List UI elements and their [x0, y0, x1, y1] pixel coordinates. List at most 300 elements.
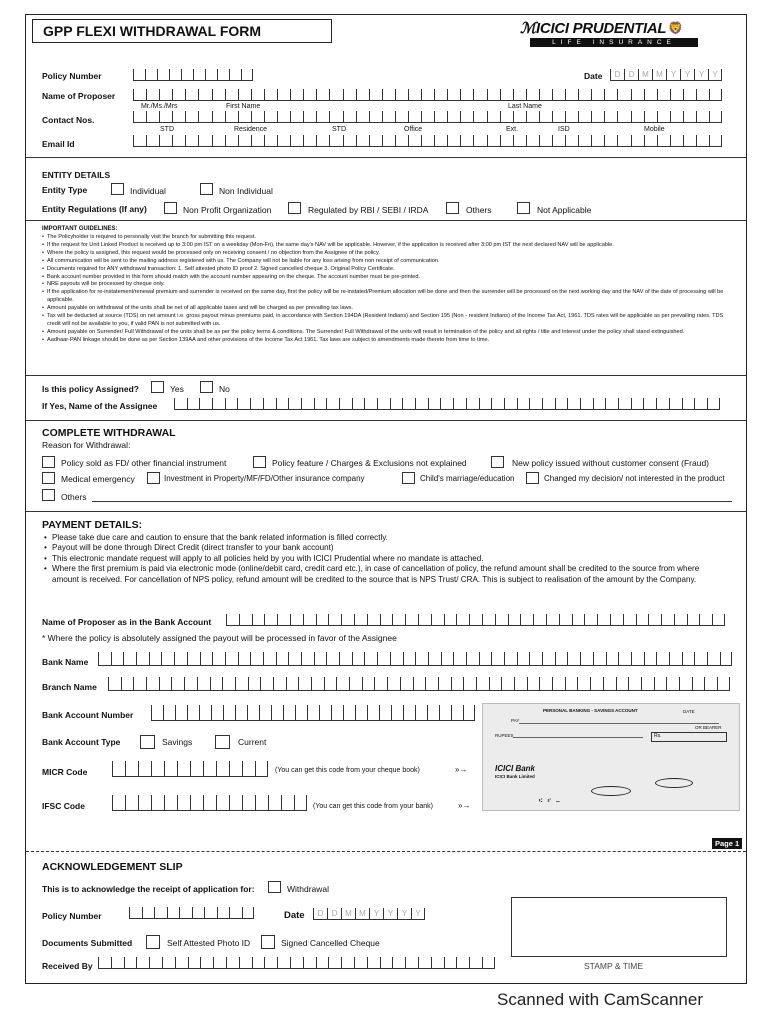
reason-changed-checkbox[interactable]	[526, 472, 539, 484]
current-checkbox[interactable]	[215, 735, 230, 749]
char-box	[466, 652, 479, 666]
guideline-item: • If the application for re-instatement/renewal premium and surrender is received on the same day, first the policy will be re-instated/Premium allocation will be done and then the surrender will be processed on the next working day and the NAV of the date of processing will be applicable.	[42, 289, 732, 305]
char-box	[539, 89, 552, 101]
char-box	[395, 135, 408, 147]
char-box	[482, 614, 495, 626]
char-box	[403, 652, 416, 666]
char-box	[354, 957, 367, 969]
form-title-box	[32, 19, 332, 43]
char-box	[661, 614, 674, 626]
char-box	[491, 398, 504, 410]
char-box	[341, 614, 354, 626]
char-box	[250, 398, 263, 410]
char-box	[352, 398, 365, 410]
char-box	[161, 652, 174, 666]
char-box	[200, 652, 213, 666]
char-box	[133, 135, 146, 147]
account-number-input[interactable]	[151, 705, 475, 721]
char-box	[591, 89, 604, 101]
char-box	[187, 398, 200, 410]
char-box	[451, 677, 464, 691]
char-box	[617, 135, 630, 147]
char-box	[529, 652, 542, 666]
char-box	[439, 705, 451, 721]
char-box	[212, 135, 225, 147]
char-box	[288, 652, 301, 666]
char-box	[175, 957, 188, 969]
char-box	[674, 614, 687, 626]
char-box	[112, 761, 125, 777]
char-box	[479, 398, 492, 410]
guideline-item: • If the request for Unit Linked Product is received up to 3:00 pm IST on a weekday (Mon-Fri), the same day's NAV will be applicable. However, if the application is received after 3:00 pm IST the next declared NAV will be applicable.	[42, 242, 732, 250]
char-box	[174, 398, 187, 410]
char-box	[98, 652, 111, 666]
ack-cheque-checkbox[interactable]	[261, 935, 275, 949]
char-box	[225, 111, 238, 123]
char-box	[555, 398, 568, 410]
char-box	[479, 652, 492, 666]
char-box	[687, 614, 700, 626]
char-box	[316, 614, 329, 626]
char-box	[473, 89, 486, 101]
char-box	[593, 652, 606, 666]
char-box	[369, 89, 382, 101]
ifsc-highlight	[655, 778, 693, 788]
char-box	[654, 677, 667, 691]
char-box	[444, 957, 457, 969]
reason-fd-label: Policy sold as FD/ other financial instrument	[61, 458, 227, 468]
char-box	[403, 705, 415, 721]
complete-withdrawal-title: COMPLETE WITHDRAWAL	[42, 427, 176, 439]
char-box	[418, 614, 431, 626]
char-box	[298, 677, 311, 691]
char-box	[213, 957, 226, 969]
char-box	[451, 705, 463, 721]
char-box	[421, 111, 434, 123]
char-box	[603, 677, 616, 691]
guidelines-title: IMPORTANT GUIDELINES:	[42, 226, 118, 232]
char-box	[460, 135, 473, 147]
reason-others-checkbox[interactable]	[42, 489, 55, 501]
char-box	[277, 135, 290, 147]
char-box	[136, 957, 149, 969]
char-box	[159, 111, 172, 123]
reason-child-checkbox[interactable]	[402, 472, 415, 484]
char-box	[364, 398, 377, 410]
micr-input[interactable]	[112, 761, 268, 777]
char-box	[198, 89, 211, 101]
char-box	[391, 705, 403, 721]
char-box	[712, 614, 725, 626]
char-box	[290, 614, 303, 626]
reason-others-line[interactable]	[92, 501, 732, 502]
char-box	[185, 135, 198, 147]
char-box	[604, 111, 617, 123]
char-box	[555, 652, 568, 666]
char-box	[382, 89, 395, 101]
char-box	[108, 677, 121, 691]
char-box	[374, 677, 387, 691]
char-box	[242, 761, 255, 777]
char-box	[237, 398, 250, 410]
sample-cheque	[482, 703, 740, 811]
char-box	[590, 677, 603, 691]
char-box	[395, 111, 408, 123]
char-box	[628, 677, 641, 691]
char-box	[172, 111, 185, 123]
char-box	[434, 89, 447, 101]
proposer-bank-name-input[interactable]	[226, 614, 725, 626]
char-box	[198, 135, 211, 147]
char-box	[199, 398, 212, 410]
char-box	[197, 677, 210, 691]
char-box	[473, 135, 486, 147]
char-box	[164, 795, 177, 811]
char-box	[431, 957, 444, 969]
char-box	[604, 89, 617, 101]
assigned-note: * Where the policy is absolutely assigned the payout will be processed in favor of the Assignee	[42, 633, 397, 643]
tear-line	[26, 851, 746, 852]
char-box	[331, 705, 343, 721]
savings-checkbox[interactable]	[140, 735, 155, 749]
reason-fraud-checkbox[interactable]	[491, 456, 504, 468]
divider	[26, 375, 746, 376]
ack-docs-label: Documents Submitted	[42, 938, 133, 948]
divider	[26, 420, 746, 421]
char-box	[526, 111, 539, 123]
char-box	[355, 705, 367, 721]
char-box	[425, 677, 438, 691]
char-box	[694, 398, 707, 410]
non-profit-checkbox[interactable]	[164, 202, 177, 214]
char-box	[111, 957, 124, 969]
char-box	[343, 111, 356, 123]
char-box	[377, 398, 390, 410]
char-box	[212, 111, 225, 123]
char-box	[380, 957, 393, 969]
char-box	[172, 135, 185, 147]
char-box	[641, 677, 654, 691]
char-box	[294, 795, 307, 811]
char-box	[552, 111, 565, 123]
ack-date-input[interactable]: D D M M Y Y Y Y	[313, 908, 425, 920]
char-box	[402, 398, 415, 410]
char-box	[692, 677, 705, 691]
non-individual-checkbox[interactable]	[200, 183, 213, 195]
ack-received-by-input[interactable]	[98, 957, 495, 969]
char-box	[314, 652, 327, 666]
char-box	[657, 111, 670, 123]
payment-bullets	[44, 533, 726, 585]
non-individual-label: Non Individual	[219, 186, 273, 196]
char-box	[631, 89, 644, 101]
cheque-bearer: OR BEARER	[695, 725, 722, 730]
char-box	[539, 111, 552, 123]
others-entity-checkbox[interactable]	[446, 202, 459, 214]
divider	[26, 157, 746, 158]
assigned-no-label: No	[219, 384, 230, 394]
char-box	[356, 89, 369, 101]
reason-feature-checkbox[interactable]	[253, 456, 266, 468]
char-box	[482, 957, 495, 969]
char-box	[513, 89, 526, 101]
char-box	[354, 614, 367, 626]
char-box	[356, 111, 369, 123]
guideline-item: • Tax will be deducted at source (TDS) on net amount i.e. gross payout minus premiums paid, in accordance with Section 194DA (Resident Indians) and Section 195 (Non - resident Indians) of the Income Tax Act, 1961. TDS rates will be applicable as per prevailing rates. TDS credit will not be available to you, if valid PAN is not submitted with us.	[42, 313, 732, 329]
char-box	[263, 652, 276, 666]
char-box	[617, 89, 630, 101]
branch-name-input[interactable]	[108, 677, 730, 691]
char-box	[328, 614, 341, 626]
char-box	[400, 677, 413, 691]
char-box	[138, 761, 151, 777]
char-box	[491, 652, 504, 666]
date-input[interactable]: D D M M Y Y Y Y	[610, 69, 722, 81]
bank-name-input[interactable]	[98, 652, 732, 666]
char-box	[190, 761, 203, 777]
char-box	[441, 652, 454, 666]
contact-nos-input[interactable]	[133, 111, 722, 123]
assigned-question: Is this policy Assigned?	[42, 384, 139, 394]
char-box	[644, 652, 657, 666]
reason-changed-label: Changed my decision/ not interested in the product	[544, 474, 725, 483]
char-box	[125, 795, 138, 811]
char-box	[542, 398, 555, 410]
char-box	[307, 705, 319, 721]
char-box	[159, 677, 172, 691]
char-box	[187, 705, 199, 721]
assignee-input[interactable]	[174, 398, 720, 410]
guidelines-list	[42, 234, 732, 345]
char-box	[283, 705, 295, 721]
reason-feature-label: Policy feature / Charges & Exclusions not explained	[272, 458, 467, 468]
char-box	[225, 89, 238, 101]
char-box	[290, 89, 303, 101]
arrow-icon: »→	[455, 765, 468, 774]
char-box	[154, 907, 167, 919]
char-box	[591, 135, 604, 147]
char-box	[520, 614, 533, 626]
char-box	[683, 111, 696, 123]
reason-fd-checkbox[interactable]	[42, 456, 55, 468]
char-box	[657, 135, 670, 147]
others-entity-label: Others	[466, 205, 492, 215]
entity-type-label: Entity Type	[42, 185, 88, 195]
char-box	[610, 614, 623, 626]
char-box	[216, 761, 229, 777]
char-box	[616, 677, 629, 691]
char-box	[421, 89, 434, 101]
reason-child-label: Child's marriage/education	[420, 474, 515, 483]
char-box	[578, 111, 591, 123]
char-box	[216, 795, 229, 811]
char-box	[303, 111, 316, 123]
residence-hint: Residence	[234, 126, 268, 133]
char-box	[656, 398, 669, 410]
char-box	[431, 614, 444, 626]
char-box	[239, 957, 252, 969]
char-box	[343, 705, 355, 721]
char-box	[226, 957, 239, 969]
char-box	[539, 677, 552, 691]
reason-medical-checkbox[interactable]	[42, 472, 55, 484]
reason-fraud-label: New policy issued without customer consent (Fraud)	[512, 458, 709, 468]
char-box	[466, 398, 479, 410]
char-box	[643, 398, 656, 410]
char-box	[453, 652, 466, 666]
char-box	[669, 398, 682, 410]
char-box	[527, 677, 540, 691]
char-box	[631, 398, 644, 410]
guideline-item: • NRE payouts will be processed by cheque only.	[42, 281, 732, 289]
brand-name: ICICI PRUDENTIAL	[536, 19, 667, 37]
char-box	[326, 652, 339, 666]
char-box	[229, 795, 242, 811]
char-box	[124, 957, 137, 969]
char-box	[123, 652, 136, 666]
char-box	[709, 135, 722, 147]
char-box	[377, 652, 390, 666]
char-box	[392, 614, 405, 626]
char-box	[631, 111, 644, 123]
char-box	[276, 652, 289, 666]
char-box	[447, 135, 460, 147]
char-box	[390, 652, 403, 666]
individual-checkbox[interactable]	[111, 183, 124, 195]
char-box	[382, 111, 395, 123]
char-box	[263, 398, 276, 410]
scanner-watermark: Scanned with CamScanner	[497, 990, 704, 1009]
char-box	[513, 135, 526, 147]
char-box	[349, 677, 362, 691]
char-box	[210, 677, 223, 691]
char-box	[239, 614, 252, 626]
char-box	[290, 111, 303, 123]
char-box	[369, 135, 382, 147]
char-box	[720, 652, 733, 666]
not-applicable-label: Not Applicable	[537, 205, 592, 215]
account-number-label: Bank Account Number	[42, 710, 134, 720]
ack-withdrawal-checkbox[interactable]	[268, 881, 281, 893]
char-box	[460, 111, 473, 123]
char-box	[504, 398, 517, 410]
char-box	[434, 135, 447, 147]
char-box	[277, 89, 290, 101]
char-box	[121, 677, 134, 691]
char-box	[648, 614, 661, 626]
cheque-rs-box: Rs.	[651, 732, 727, 742]
ack-receipt-text: This is to acknowledge the receipt of application for:	[42, 884, 255, 894]
char-box	[513, 111, 526, 123]
ack-policy-number-input[interactable]	[129, 907, 254, 919]
char-box	[565, 135, 578, 147]
char-box	[223, 705, 235, 721]
payment-bullet: • Payout will be done through Direct Credit (direct transfer to your bank account)	[44, 543, 726, 553]
ack-photo-id-checkbox[interactable]	[146, 935, 160, 949]
char-box	[580, 652, 593, 666]
char-box	[670, 135, 683, 147]
char-box	[380, 614, 393, 626]
char-box	[203, 761, 216, 777]
char-box	[174, 652, 187, 666]
char-box	[683, 89, 696, 101]
ack-date-label: Date	[284, 910, 305, 921]
char-box	[591, 111, 604, 123]
policy-number-input[interactable]	[133, 69, 253, 81]
char-box	[463, 705, 475, 721]
char-box	[229, 761, 242, 777]
form-page	[25, 14, 747, 984]
guideline-item: • Bank account number provided in this form should match with the account number appearing on the cheque. The account number must be pre-printed.	[42, 274, 732, 282]
char-box	[434, 111, 447, 123]
char-box	[707, 398, 720, 410]
char-box	[336, 677, 349, 691]
ack-photo-id-label: Self Attested Photo ID	[167, 938, 251, 948]
char-box	[438, 677, 451, 691]
char-box	[356, 135, 369, 147]
char-box	[343, 89, 356, 101]
char-box	[584, 614, 597, 626]
char-box	[328, 957, 341, 969]
char-box	[476, 677, 489, 691]
char-box	[408, 111, 421, 123]
char-box	[264, 89, 277, 101]
char-box	[329, 135, 342, 147]
char-box	[408, 135, 421, 147]
assigned-no-checkbox[interactable]	[200, 381, 213, 393]
char-box	[577, 677, 590, 691]
arrow-icon: »→	[458, 801, 471, 810]
char-box	[605, 398, 618, 410]
char-box	[469, 614, 482, 626]
char-box	[192, 907, 205, 919]
char-box	[709, 89, 722, 101]
email-id-input[interactable]	[133, 135, 722, 147]
assignee-label: If Yes, Name of the Assignee	[42, 401, 158, 411]
char-box	[199, 705, 211, 721]
char-box	[395, 89, 408, 101]
char-box	[413, 677, 426, 691]
not-applicable-checkbox[interactable]	[517, 202, 530, 214]
char-box	[405, 614, 418, 626]
char-box	[704, 677, 717, 691]
char-box	[136, 652, 149, 666]
char-box	[517, 398, 530, 410]
regulated-checkbox[interactable]	[288, 202, 301, 214]
cheque-header: PERSONAL BANKING - SAVINGS ACCOUNT	[543, 708, 638, 713]
char-box	[290, 135, 303, 147]
char-box	[593, 398, 606, 410]
char-box	[415, 398, 428, 410]
char-box	[669, 652, 682, 666]
reason-investment-checkbox[interactable]	[147, 472, 160, 484]
char-box	[387, 677, 400, 691]
char-box	[636, 614, 649, 626]
char-box	[146, 677, 159, 691]
char-box	[542, 652, 555, 666]
char-box	[631, 135, 644, 147]
char-box	[273, 677, 286, 691]
char-box	[277, 614, 290, 626]
char-box	[565, 677, 578, 691]
char-box	[151, 705, 163, 721]
cheque-line	[519, 723, 719, 724]
assigned-yes-checkbox[interactable]	[151, 381, 164, 393]
brand-tagline: LIFE INSURANCE	[530, 38, 698, 47]
ifsc-input[interactable]	[112, 795, 307, 811]
payment-bullet: • Please take due care and caution to ensure that the bank related information is filled correctly.	[44, 533, 726, 543]
name-of-proposer-input[interactable]	[133, 89, 722, 101]
